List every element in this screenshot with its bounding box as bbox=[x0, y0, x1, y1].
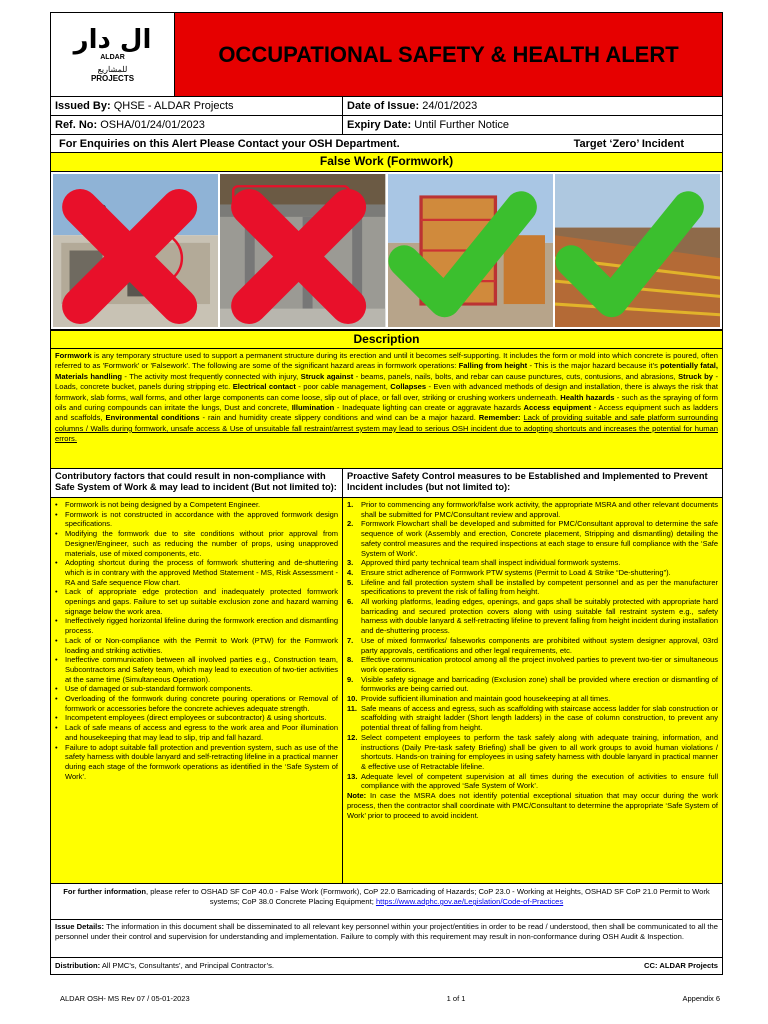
description-run: potentially fatal, Materials handling bbox=[55, 361, 719, 381]
issue-label: Issue Details: bbox=[55, 922, 105, 931]
photo-unsafe-1 bbox=[53, 174, 218, 327]
description-run: Collapses bbox=[390, 382, 427, 392]
control-item-text: Provide sufficient illumination and maintain good housekeeping at all times. bbox=[361, 694, 611, 704]
photo-unsafe-2 bbox=[220, 174, 385, 327]
page-footer bbox=[60, 994, 720, 1003]
contributory-item-text: Ineffective communication between all involved parties e.g., Construction team, Subcontractors and Safety team, which may lead to execution of two-tier activities at the same time (Simultaneous Operation). bbox=[65, 655, 338, 684]
control-item bbox=[347, 675, 718, 694]
bullet-icon: • bbox=[55, 509, 58, 519]
bullet-icon: • bbox=[55, 558, 58, 568]
control-item-text: Adequate level of competent supervision at all times during the execution of activities to ensure full compliance with the approved ‘Safe System of Work’. bbox=[361, 771, 718, 791]
control-item-number: 6. bbox=[347, 597, 354, 607]
photo-strip bbox=[51, 172, 722, 330]
distribution-text: All PMC’s, Consultants’, and Principal Contractor’s. bbox=[100, 961, 275, 970]
photo-safe-1 bbox=[388, 174, 553, 327]
bullet-icon: • bbox=[55, 616, 58, 626]
date-label: Date of Issue: bbox=[347, 100, 420, 112]
control-item bbox=[347, 694, 718, 704]
control-item-text: Ensure strict adherence of Formwork PTW systems (Permit to Load & Strike “De-shuttering”). bbox=[361, 567, 671, 577]
note bbox=[347, 791, 718, 820]
header bbox=[51, 13, 722, 97]
bullet-icon: • bbox=[55, 655, 58, 665]
contributory-item-text: Failure to adopt suitable fall protection and prevention system, such as use of the safety harness with double lanyard and self-retracting lifeline in a practical manner during each stage of the formwork operations as identified in the ‘Safe System of Work’. bbox=[65, 742, 338, 781]
contributory-item-text: Formwork is not being designed by a Competent Engineer. bbox=[65, 500, 261, 509]
description-run: - rain and humidity create slippery conditions and wind can be a major hazard. bbox=[199, 413, 479, 423]
issue-details bbox=[51, 920, 722, 958]
note-label: Note: bbox=[347, 791, 367, 801]
control-item-number: 8. bbox=[347, 655, 354, 665]
contributory-item bbox=[55, 694, 338, 713]
expiry-value: Until Further Notice bbox=[414, 119, 510, 131]
description-run: Health hazards bbox=[560, 392, 615, 402]
check-mark-icon bbox=[388, 180, 545, 327]
logo-mark: ال دار bbox=[73, 24, 152, 55]
description-title: Description bbox=[51, 330, 722, 349]
bullet-icon: • bbox=[55, 713, 58, 723]
description-run: Access equipment bbox=[523, 403, 592, 413]
alert-document bbox=[50, 12, 723, 975]
control-measures bbox=[343, 469, 722, 883]
contributory-item bbox=[55, 713, 338, 723]
description-run: Struck against bbox=[300, 371, 354, 381]
description-run: is any temporary structure used to support a permanent structure during its erection and until it becomes self-supporting. It includes the form or mold into which concrete is poured, often referred to as 'Formwork' or 'Falsework'. The following are some of the significant hazard areas in formwork operations: bbox=[55, 351, 718, 371]
description-run: Electrical contact bbox=[232, 382, 296, 392]
contributory-item bbox=[55, 684, 338, 694]
control-item bbox=[347, 733, 718, 772]
contributory-item bbox=[55, 529, 338, 558]
control-item bbox=[347, 597, 718, 636]
logo-brand: ALDAR bbox=[100, 53, 125, 61]
control-item bbox=[347, 578, 718, 597]
description-run: Lack of providing suitable and safe platform surrounding columns / Walls during formwork, unsafe access & Use of unsuitable fall restraint/arrest system may lead to serious OSH incident due to adopting shortcuts and increases the potential for human errors. bbox=[55, 413, 718, 444]
contributory-item-text: Ineffectively rigged horizontal lifeline during the formwork erection and dismantling process. bbox=[65, 616, 338, 636]
contributory-item bbox=[55, 510, 338, 529]
contributory-item bbox=[55, 558, 338, 587]
bullet-icon: • bbox=[55, 529, 58, 539]
description-run: - Even with advanced methods of design and installation, there is always the risk that formwork, slab forms, wall forms, and other large components can come loose, slip out of place, or fall over, striking or crushing workers underneath. bbox=[55, 382, 718, 402]
info-row-1 bbox=[51, 97, 722, 116]
control-item-text: Use of mixed formworks/ falseworks components are prohibited without system designer approval, 03rd party approvals, certifications and other legal requirements, etc. bbox=[361, 635, 718, 655]
bullet-icon: • bbox=[55, 684, 58, 694]
description-run: - Access equipment such as ladders and scaffolds, bbox=[55, 403, 718, 423]
description-run: - The activity most frequently connected with injury, bbox=[122, 371, 301, 381]
contributory-item bbox=[55, 636, 338, 655]
control-item-number: 11. bbox=[347, 703, 358, 713]
logo-arabic: للمشاريع bbox=[97, 64, 128, 74]
footer-page: 1 of 1 bbox=[446, 994, 466, 1003]
bullet-icon: • bbox=[55, 500, 58, 509]
issue-text: The information in this document shall be disseminated to all relevant key personnel within your project/entities in order to be read / understood, then shall be communicated to all the personnel under their control and supervision for understanding and implementation. Failure to comply with this requirement may result in non-conformance during OSH Audit & Inspection. bbox=[55, 922, 718, 941]
control-item-number: 4. bbox=[347, 567, 354, 577]
control-item-text: Effective communication protocol among all the project involved parties to prevent two-tier or simultaneous work operations. bbox=[361, 655, 718, 674]
photo-safe-2 bbox=[555, 174, 720, 327]
issued-label: Issued By: bbox=[55, 100, 111, 112]
two-column-section bbox=[51, 469, 722, 884]
enquiries-text: For Enquiries on this Alert Please Contact your OSH Department. bbox=[59, 138, 400, 150]
control-item-number: 1. bbox=[347, 500, 354, 509]
contributory-header: Contributory factors that could result in non-compliance with Safe System of Work & may lead to incident (But not limited to): bbox=[51, 469, 342, 498]
description-run: - Inadequate lighting can create or aggravate hazards bbox=[334, 403, 524, 413]
control-item bbox=[347, 568, 718, 578]
contributory-item bbox=[55, 500, 338, 510]
issued-value: QHSE - ALDAR Projects bbox=[113, 100, 234, 112]
bullet-icon: • bbox=[55, 694, 58, 704]
cc-text: CC: ALDAR Projects bbox=[644, 961, 718, 970]
ref-value: OSHA/01/24/01/2023 bbox=[100, 119, 205, 131]
bullet-icon: • bbox=[55, 635, 58, 645]
contributory-item-text: Overloading of the formwork during concrete pouring operations or Removal of formwork or accessories before the concrete achieves adequate strength. bbox=[65, 694, 338, 713]
description-run: - This is the major hazard because it’s bbox=[527, 361, 661, 371]
cross-mark-icon bbox=[220, 180, 381, 327]
control-item-text: Formwork Flowchart shall be developed and submitted for PMC/Consultant approval to determine the safe sequence of work (Assembly and erection, Concrete placement, Stripping and dismantling) detailing the safety control measures and the required inspections at each stage to ensure full compliance with the ‘Safe System of Work’. bbox=[361, 519, 718, 558]
control-item bbox=[347, 636, 718, 655]
bullet-icon: • bbox=[55, 742, 58, 752]
description-run: Remember: bbox=[478, 413, 524, 423]
control-item-number: 9. bbox=[347, 674, 354, 684]
code-of-practices-link[interactable]: https://www.adphc.gov.ae/Legislation/Code-of-Practices bbox=[375, 897, 564, 906]
description-body bbox=[51, 349, 722, 469]
description-run: Environmental conditions bbox=[105, 413, 200, 423]
further-info bbox=[51, 884, 722, 920]
alert-title: OCCUPATIONAL SAFETY & HEALTH ALERT bbox=[175, 13, 722, 96]
control-item-number: 13. bbox=[347, 771, 358, 781]
contributory-item-text: Lack of appropriate edge protection and inadequately protected formwork openings and gaps. Failure to set up suitable exclusion zone and hazard warning signage below the work area. bbox=[65, 587, 338, 616]
contributory-item-text: Use of damaged or sub-standard formwork components. bbox=[65, 684, 253, 694]
control-item bbox=[347, 772, 718, 791]
contributory-item-text: Lack of safe means of access and egress to the work area and Poor illumination and housekeeping that may lead to slip, trip and fall hazard. bbox=[65, 723, 338, 742]
description-run: Illumination bbox=[291, 403, 335, 413]
control-item-number: 5. bbox=[347, 577, 354, 587]
ref-no bbox=[51, 116, 343, 134]
date-value: 24/01/2023 bbox=[422, 100, 478, 112]
logo bbox=[51, 13, 175, 96]
bullet-icon: • bbox=[55, 587, 58, 597]
contributory-item bbox=[55, 616, 338, 635]
topic-bar: False Work (Formwork) bbox=[51, 153, 722, 172]
target-text: Target ‘Zero’ Incident bbox=[573, 138, 684, 150]
control-item bbox=[347, 558, 718, 568]
cross-mark-icon bbox=[53, 180, 212, 327]
note-text: In case the MSRA does not identify potential exceptional situation that may occur during the work process, then the contractor shall coordinate with PMC/Consultant to determine the appropriate ‘Safe System of Work’ prior to proceed to avoid incident. bbox=[347, 791, 718, 820]
control-item-number: 3. bbox=[347, 558, 354, 568]
control-item-number: 12. bbox=[347, 732, 358, 742]
check-mark-icon bbox=[555, 180, 712, 327]
bullet-icon: • bbox=[55, 723, 58, 733]
description-run: Formwork bbox=[55, 351, 92, 360]
control-item-text: Visible safety signage and barricading (Exclusion zone) shall be provided where erection or dismantling of formworks are being carried out. bbox=[361, 674, 718, 694]
further-text: , please refer to OSHAD SF CoP 40.0 - False Work (Formwork), CoP 22.0 Barricading of Hazards; CoP 23.0 - Working at Heights, OSHAD SF CoP 21.0 Permit to Work systems; CoP 38.0 Concrete Placing Equipment; bbox=[145, 887, 710, 906]
control-item-text: Approved third party technical team shall inspect individual formwork systems. bbox=[361, 558, 621, 568]
control-item-text: Select competent employees to perform the task safely along with adequate training, information, and instructions (Daily Pre-task safety Briefing) shall be given to all work groups to avoid human violations / shortcuts. Hands-on training for employees in using safety harness with double lanyard in practical manner & effective use of Retractable lifeline. bbox=[361, 732, 718, 771]
contributory-item-text: Lack of or Non-compliance with the Permit to Work (PTW) for the Formwork loading and striking activities. bbox=[65, 635, 338, 655]
control-item-text: Lifeline and fall protection system shall be installed by competent personnel and as per the manufacturer specifications to prevent the risk of falling from height. bbox=[361, 577, 718, 597]
issued-by bbox=[51, 97, 343, 115]
distribution bbox=[55, 960, 274, 972]
footer-appendix: Appendix 6 bbox=[682, 994, 720, 1003]
contributory-item bbox=[55, 723, 338, 742]
footer-revision: ALDAR OSH- MS Rev 07 / 05-01-2023 bbox=[60, 994, 190, 1003]
enquiries-row bbox=[51, 135, 722, 153]
control-item-number: 2. bbox=[347, 519, 354, 529]
description-run: - such as the spraying of form oils and curing compounds can irritate the lungs, Dust and concrete, bbox=[55, 392, 718, 413]
logo-projects: PROJECTS bbox=[90, 73, 135, 83]
description-run: - poor cable management, bbox=[295, 382, 391, 392]
description-run: - Loads, concrete bucket, panels during stripping etc. bbox=[55, 371, 718, 392]
control-item bbox=[347, 500, 718, 519]
info-row-2 bbox=[51, 116, 722, 135]
distribution-row bbox=[51, 958, 722, 974]
control-item bbox=[347, 655, 718, 674]
contributory-item-text: Formwork is not constructed in accordance with the approved formwork design specifications. bbox=[65, 509, 338, 529]
control-item-text: All working platforms, leading edges, openings, and gaps shall be suitably protected with appropriate hard barricading and secured protection covers along with using suitable fall restraint system e.g., safety harness with double lanyard & self-retracting lifeline to prevent falling from height incident during installation and de-shuttering process. bbox=[361, 597, 718, 636]
further-label: For further information bbox=[63, 887, 146, 896]
expiry-date bbox=[343, 116, 722, 134]
distribution-label: Distribution: bbox=[55, 961, 101, 970]
control-item-text: Prior to commencing any formwork/false work activity, the appropriate MSRA and other relevant documents shall be submitted for PMC/Consultant review and approval. bbox=[361, 500, 718, 519]
description-run: Falling from height bbox=[458, 361, 528, 371]
control-item-number: 10. bbox=[347, 694, 358, 704]
contributory-item bbox=[55, 587, 338, 616]
contributory-list bbox=[51, 498, 342, 883]
description-run: - beams, panels, nails, bolts, and rebar can cause punctures, cuts, contusions, and abrasions, bbox=[353, 371, 679, 381]
description-run: Struck by bbox=[678, 371, 714, 381]
contributory-item-text: Modifying the formwork due to site conditions without prior approval from Designer/Engineer, such as reducing the number of props, using unapproved materials, use of mixed components, etc. bbox=[65, 529, 338, 558]
control-item bbox=[347, 704, 718, 733]
control-list bbox=[343, 498, 722, 883]
contributory-item-text: Adopting shortcut during the process of formwork shuttering and de-shuttering which is in contrary with the approved Method Statement - MS, Risk Assessment - RA and Safe sequence Flow chart. bbox=[65, 558, 338, 587]
expiry-label: Expiry Date: bbox=[347, 119, 412, 131]
ref-label: Ref. No: bbox=[55, 119, 98, 131]
contributory-item bbox=[55, 743, 338, 782]
control-header: Proactive Safety Control measures to be Established and Implemented to Prevent Incident includes (but not limited to): bbox=[343, 469, 722, 498]
contributory-factors bbox=[51, 469, 343, 883]
control-item-number: 7. bbox=[347, 635, 354, 645]
contributory-item bbox=[55, 655, 338, 684]
contributory-item-text: Incompetent employees (direct employees or subcontractor) & using shortcuts. bbox=[65, 713, 327, 723]
date-of-issue bbox=[343, 97, 722, 115]
control-item-text: Safe means of access and egress, such as scaffolding with staircase access ladder for slab construction or scaffolding with straight ladder (Short length ladders) in the case of column construction, to prevent any potential threat of falling from height. bbox=[361, 703, 718, 733]
control-item bbox=[347, 519, 718, 558]
